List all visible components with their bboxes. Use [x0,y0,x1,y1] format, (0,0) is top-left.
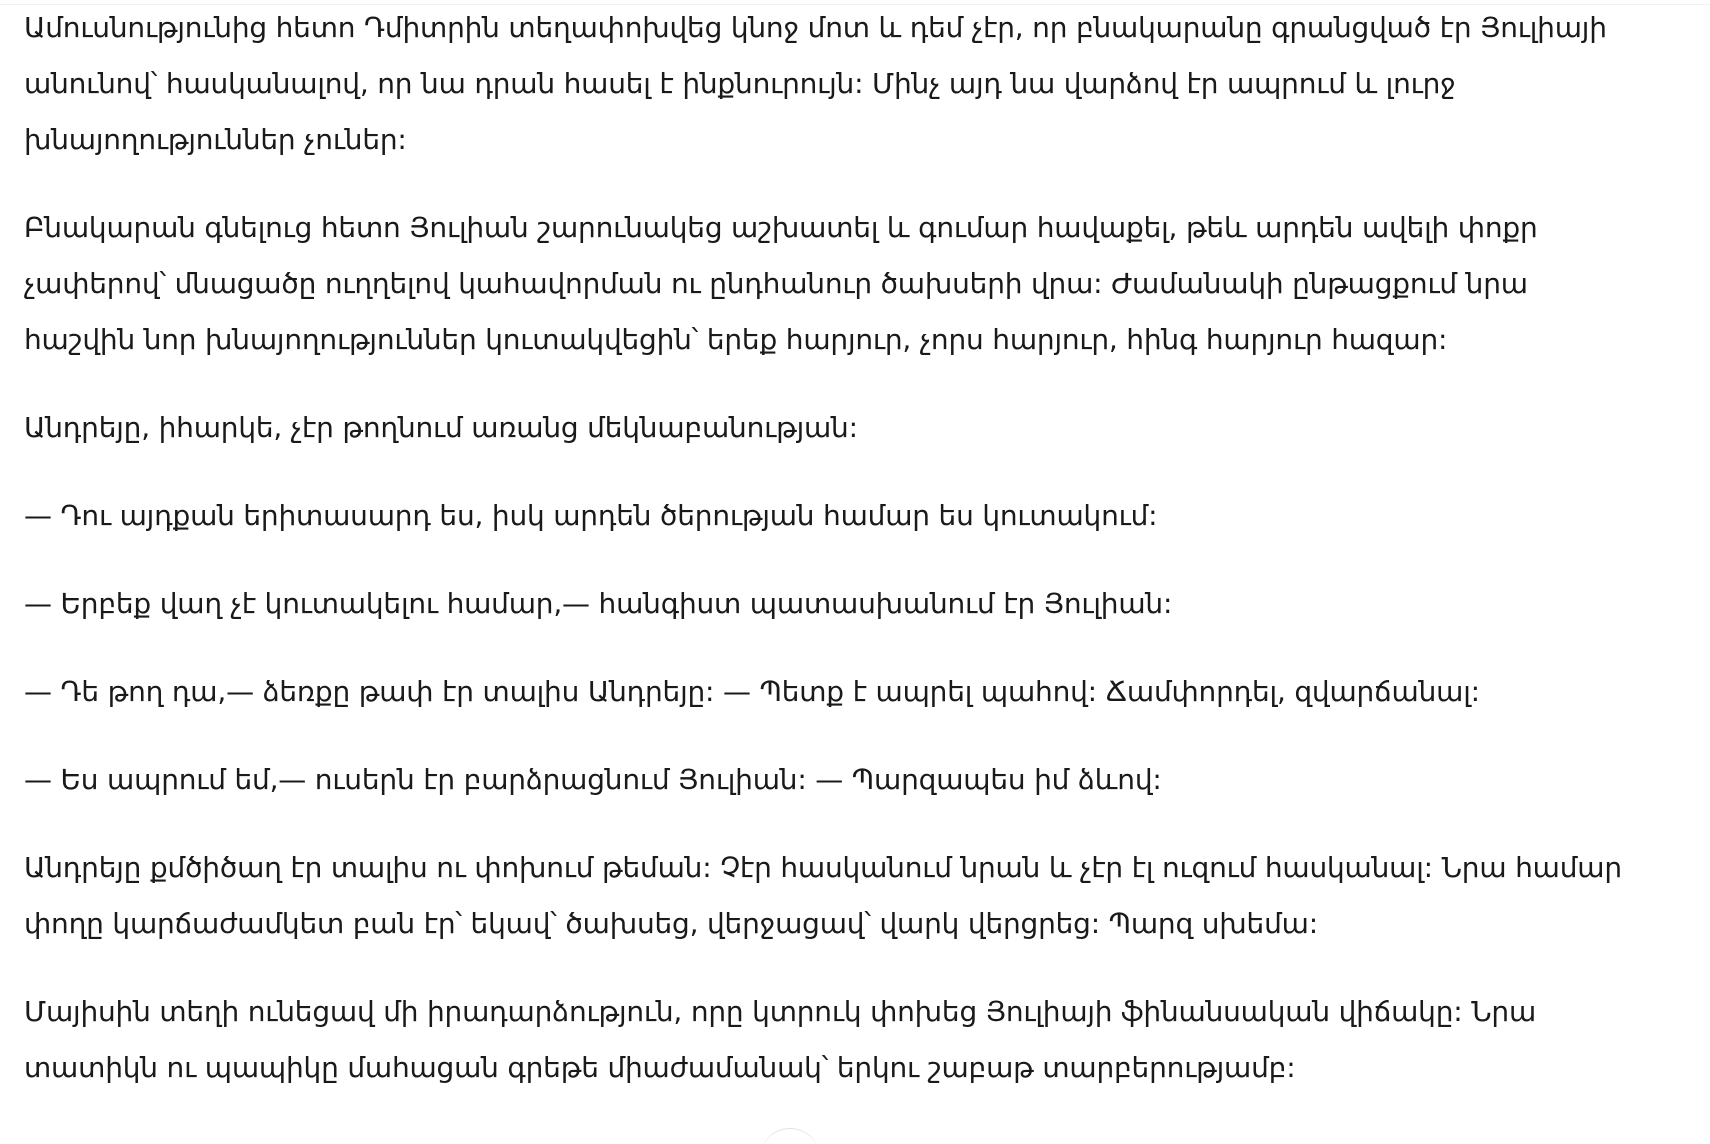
dialogue-line: — Երբեք վաղ չէ կուտակելու համար,— հանգիստ պատասխանում էր Յուլիան: [24,587,1173,620]
scroll-indicator[interactable] [760,1128,820,1144]
paragraph: Բնակարան գնելուց հետո Յուլիան շարունակեց աշխատել և գումար հավաքել, թեև արդեն ավելի փոքր չափերով՝ մնացածը ուղղելով կահավորման ու ընդհանուր ծախսերի վրա: Ժամանակի ընթացքում նրա հաշվին նոր խնայողություններ կուտակվեցին՝ երեք հարյուր, չորս հարյուր, հինգ հարյուր հազար: [24,211,1538,356]
paragraph: Ամուսնությունից հետո Դմիտրին տեղափոխվեց կնոջ մոտ և դեմ չէր, որ բնակարանը գրանցված էր Յուլիայի անունով՝ հասկանալով, որ նա դրան հասել է ինքնուրույն: Մինչ այդ նա վարձով էր ապրում և լուրջ խնայողություններ չուներ: [24,11,1607,156]
paragraph: Անդրեյը, իհարկե, չէր թողնում առանց մեկնաբանության: [24,411,858,444]
paragraph: Մայիսին տեղի ունեցավ մի իրադարձություն, որը կտրուկ փոխեց Յուլիայի ֆինանսական վիճակը: Նրա տատիկն ու պապիկը մահացան գրեթե միաժամանակ՝ երկու շաբաթ տարբերությամբ: [24,995,1537,1084]
paragraph: Անդրեյը քմծիծաղ էր տալիս ու փոխում թեման: Չէր հասկանում նրան և չէր էլ ուզում հասկանալ: Նրա համար փողը կարճաժամկետ բան էր՝ եկավ՝ ծախսեց, վերջացավ՝ վարկ վերցրեց: Պարզ սխեմա: [24,851,1622,940]
dialogue-line: — Դու այդքան երիտասարդ ես, իսկ արդեն ծերության համար ես կուտակում: [24,499,1158,532]
article-body [24,0,1624,1128]
dialogue-line: — Դե թող դա,— ձեռքը թափ էր տալիս Անդրեյը: — Պետք է ապրել պահով: Ճամփորդել, զվարճանալ: [24,675,1480,708]
dialogue-line: — Ես ապրում եմ,— ուսերն էր բարձրացնում Յուլիան: — Պարզապես իմ ձևով: [24,763,1162,796]
